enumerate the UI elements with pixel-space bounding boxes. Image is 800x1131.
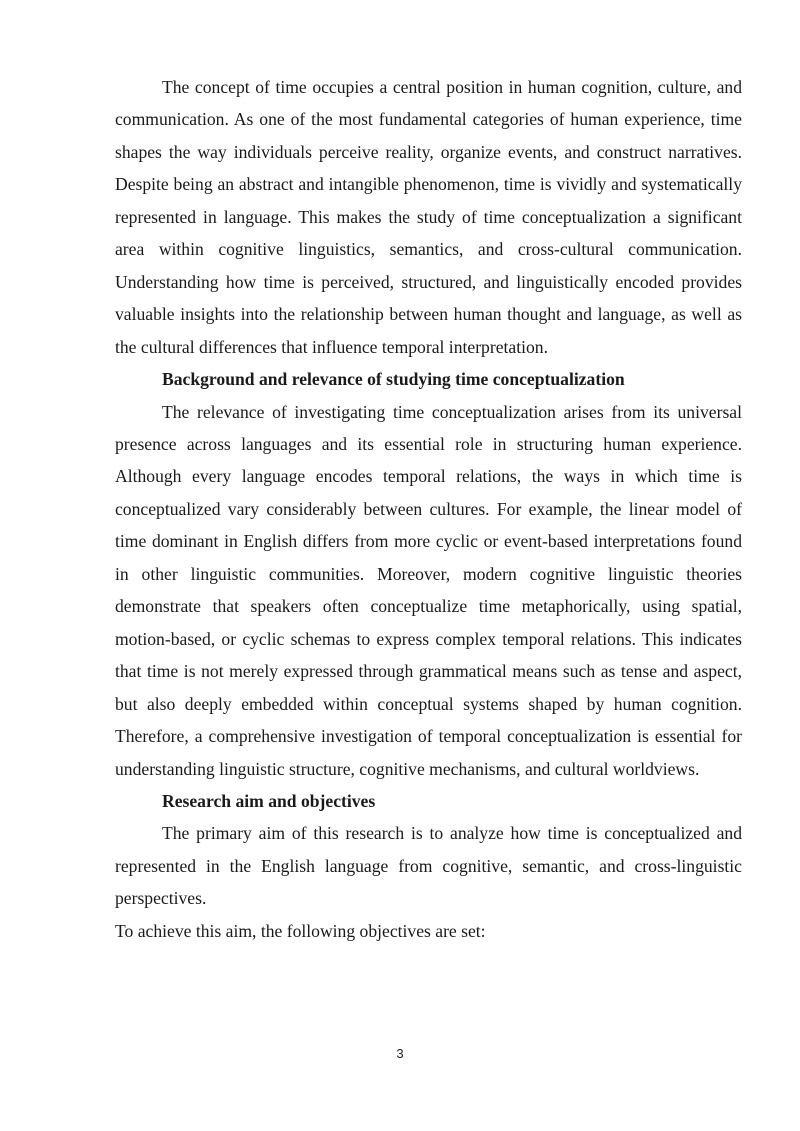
page-number: 3 bbox=[396, 1046, 404, 1061]
section-heading-background: Background and relevance of studying time conceptualization bbox=[162, 369, 625, 390]
intro-paragraph: The concept of time occupies a central position in human cognition, culture, and communication. As one of the most fundamental categories of human experience, time shapes the way individuals perceive reality, organize events, and construct narratives. Despite being an abstract and intangible phenomenon, time is vividly and systematically represented in language. This makes the study of time conceptualization a significant area within cognitive linguistics, semantics, and cross-cultural communication. Understanding how time is perceived, structured, and linguistically encoded provides valuable insights into the relationship between human thought and language, as well as the cultural differences that influence temporal interpretation. bbox=[115, 77, 742, 357]
section-heading-aim: Research aim and objectives bbox=[162, 790, 376, 811]
background-paragraph: The relevance of investigating time conceptualization arises from its universal presence across languages and its essential role in structuring human experience. Although every language encodes temporal relations, the ways in which time is conceptualized vary considerably between cultures. For example, the linear model of time dominant in English differs from more cyclic or event-based interpretations found in other linguistic communities. Moreover, modern cognitive linguistic theories demonstrate that speakers often conceptualize time metaphorically, using spatial, motion-based, or cyclic schemas to express complex temporal relations. This indicates that time is not merely expressed through grammatical means such as tense and aspect, but also deeply embedded within conceptual systems shaped by human cognition. Therefore, a comprehensive investigation of temporal conceptualization is essential for understanding linguistic structure, cognitive mechanisms, and cultural worldviews. bbox=[115, 401, 742, 779]
page-body bbox=[115, 71, 742, 947]
objectives-intro-paragraph: To achieve this aim, the following objectives are set: bbox=[115, 920, 486, 941]
aim-paragraph: The primary aim of this research is to analyze how time is conceptualized and represented in the English language from cognitive, semantic, and cross-linguistic perspectives. bbox=[115, 823, 742, 909]
